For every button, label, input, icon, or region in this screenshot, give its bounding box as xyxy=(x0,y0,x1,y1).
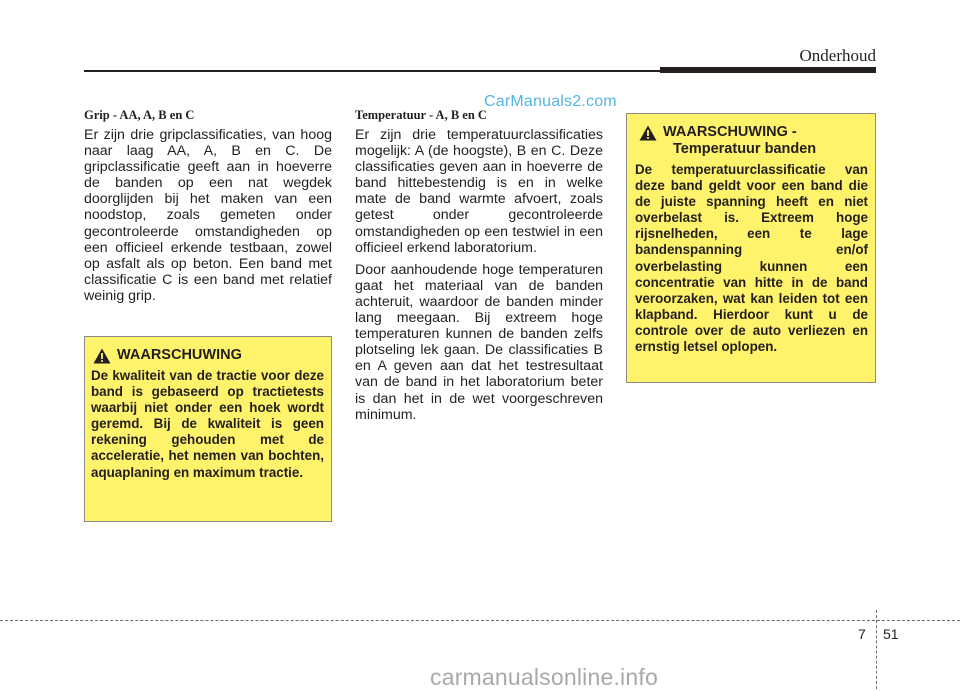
watermark-carmanualsonline[interactable]: carmanualsonline.info xyxy=(430,664,658,690)
temperature-heading: Temperatuur - A, B en C xyxy=(355,108,487,122)
temperature-body-2: Door aanhoudende hoge temperaturen gaat het materiaal van de banden achteruit, waardoor de banden minder lang meegaan. Bij extreem hoge temperaturen kunnen de banden zelfs plotseling lek gaan. De classificaties B en A geven aan dat het testresultaat van de band in het laboratorium beter is dan het in de wet voorgeschreven minimum. xyxy=(355,261,603,423)
header-rule xyxy=(84,70,660,72)
warning-triangle-icon xyxy=(639,125,657,141)
watermark-carmanuals2[interactable]: CarManuals2.com xyxy=(484,93,617,110)
warning-temperature-title-row xyxy=(639,124,868,158)
warning-box-grip xyxy=(84,336,332,522)
warning-temperature-title xyxy=(663,124,816,158)
warning-grip-title: WAARSCHUWING xyxy=(117,347,242,363)
page-number: 51 xyxy=(883,626,899,642)
page-header-title: Onderhoud xyxy=(799,46,876,65)
temperature-body-1: Er zijn drie temperatuurclassificaties mogelijk: A (de hoogste), B en C. Deze classificaties geven aan in hoeverre de band hittebestendig is en in welke mate de band warmte afvoert, zoals getest onder gecontroleerde omstandigheden op een testwiel in een officieel erkend laboratorium. xyxy=(355,127,603,256)
warning-temperature-title-line-1: WAARSCHUWING - xyxy=(663,124,797,140)
grip-body: Er zijn drie gripclassificaties, van hoog naar laag AA, A, B en C. De gripclassificatie geeft aan in hoeverre de banden op een nat wegdek doorglijden bij het maken van een noodstop, zoals gemeten onder gecontroleerde omstandigheden op een officieel erkende testbaan, zowel op asfalt als op beton. Een band met classificatie C is een band met relatief weinig grip. xyxy=(84,127,332,304)
warning-grip-title-row xyxy=(93,347,324,364)
warning-grip-text: De kwaliteit van de tractie voor deze band is gebaseerd op tractietests waarbij niet onder een hoek wordt geremd. Bij de kwaliteit is geen rekening gehouden met de acceleratie, het nemen van bochten, aquaplaning en maximum tractie. xyxy=(91,368,324,480)
page-chapter-number: 7 xyxy=(858,626,866,642)
warning-temperature-title-line-2: Temperatuur banden xyxy=(673,141,817,157)
footer-rule xyxy=(0,620,960,621)
temperature-section xyxy=(355,108,603,429)
warning-triangle-icon xyxy=(93,348,111,364)
header-rule-accent xyxy=(660,67,876,73)
grip-section xyxy=(84,108,332,310)
grip-heading: Grip - AA, A, B en C xyxy=(84,108,195,122)
warning-box-temperature xyxy=(626,113,876,383)
warning-temperature-text: De temperatuurclassificatie van deze band geldt voor een band die de juiste spanning heeft en niet overbelast is. Extreem hoge rijsnelheden, een te lage bandenspanning en/of overbelasting kunnen een concentratie van hitte in de band veroorzaken, wat kan leiden tot een klapband. Hierdoor kunt u de controle over de auto verliezen en ernstig letsel oplopen. xyxy=(635,162,868,355)
footer-divider xyxy=(876,610,877,689)
